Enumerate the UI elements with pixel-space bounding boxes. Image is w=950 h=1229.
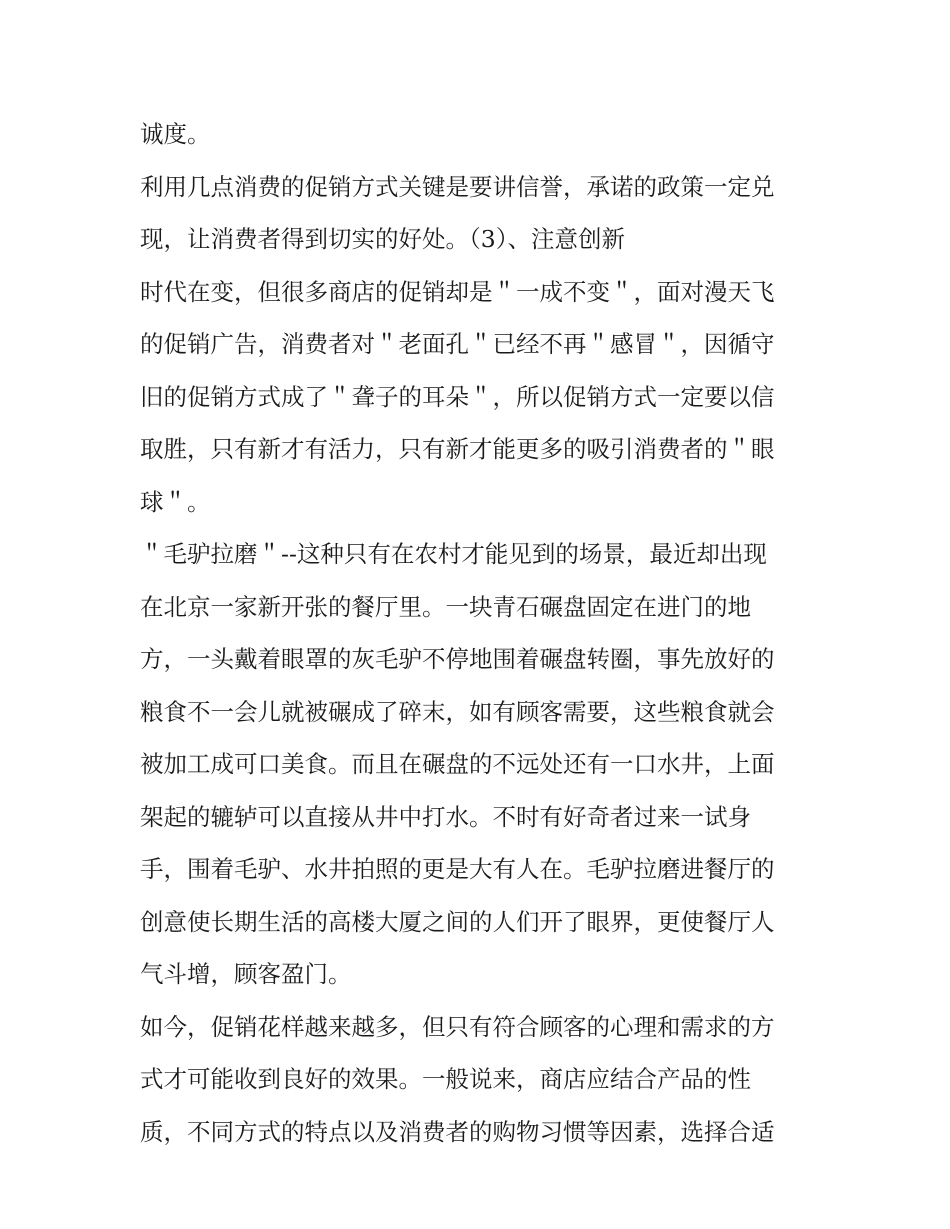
text-line: 诚度。 bbox=[140, 120, 211, 148]
text-line: 的促销广告，消费者对＂老面孔＂已经不再＂感冒＂，因循守 bbox=[140, 330, 775, 358]
text-line: 取胜，只有新才有活力，只有新才能更多的吸引消费者的＂眼 bbox=[140, 435, 775, 463]
text-line: 手，围着毛驴、水井拍照的更是大有人在。毛驴拉磨进餐厅的 bbox=[140, 855, 775, 883]
text-line: 被加工成可口美食。而且在碾盘的不远处还有一口水井，上面 bbox=[140, 750, 775, 778]
text-line: 时代在变，但很多商店的促销却是＂一成不变＂，面对漫天飞 bbox=[140, 277, 775, 306]
text-line: 质，不同方式的特点以及消费者的购物习惯等因素，选择合适 bbox=[140, 1117, 775, 1146]
text-line: 现，让消费者得到切实的好处。（3）、注意创新 bbox=[140, 225, 625, 253]
text-line: 在北京一家新开张的餐厅里。一块青石碾盘固定在进门的地 bbox=[140, 592, 751, 621]
text-line: 架起的辘轳可以直接从井中打水。不时有好奇者过来一试身 bbox=[140, 802, 751, 831]
text-line: ＂毛驴拉磨＂--这种只有在农村才能见到的场景，最近却出现 bbox=[140, 540, 767, 568]
text-line: 旧的促销方式成了＂聋子的耳朵＂，所以促销方式一定要以信 bbox=[140, 382, 775, 411]
text-line: 创意使长期生活的高楼大厦之间的人们开了眼界，更使餐厅人 bbox=[140, 907, 775, 936]
text-line: 粮食不一会儿就被碾成了碎末，如有顾客需要，这些粮食就会 bbox=[140, 697, 775, 726]
document-body bbox=[140, 108, 820, 1158]
text-line: 球＂。 bbox=[140, 487, 211, 516]
text-line: 如今，促销花样越来越多，但只有符合顾客的心理和需求的方 bbox=[140, 1012, 775, 1041]
text-line: 利用几点消费的促销方式关键是要讲信誉，承诺的政策一定兑 bbox=[140, 172, 775, 201]
text-line: 气斗增，顾客盈门。 bbox=[140, 960, 352, 988]
text-line: 方，一头戴着眼罩的灰毛驴不停地围着碾盘转圈，事先放好的 bbox=[140, 645, 775, 673]
text-line: 式才可能收到良好的效果。一般说来，商店应结合产品的性 bbox=[140, 1065, 751, 1093]
